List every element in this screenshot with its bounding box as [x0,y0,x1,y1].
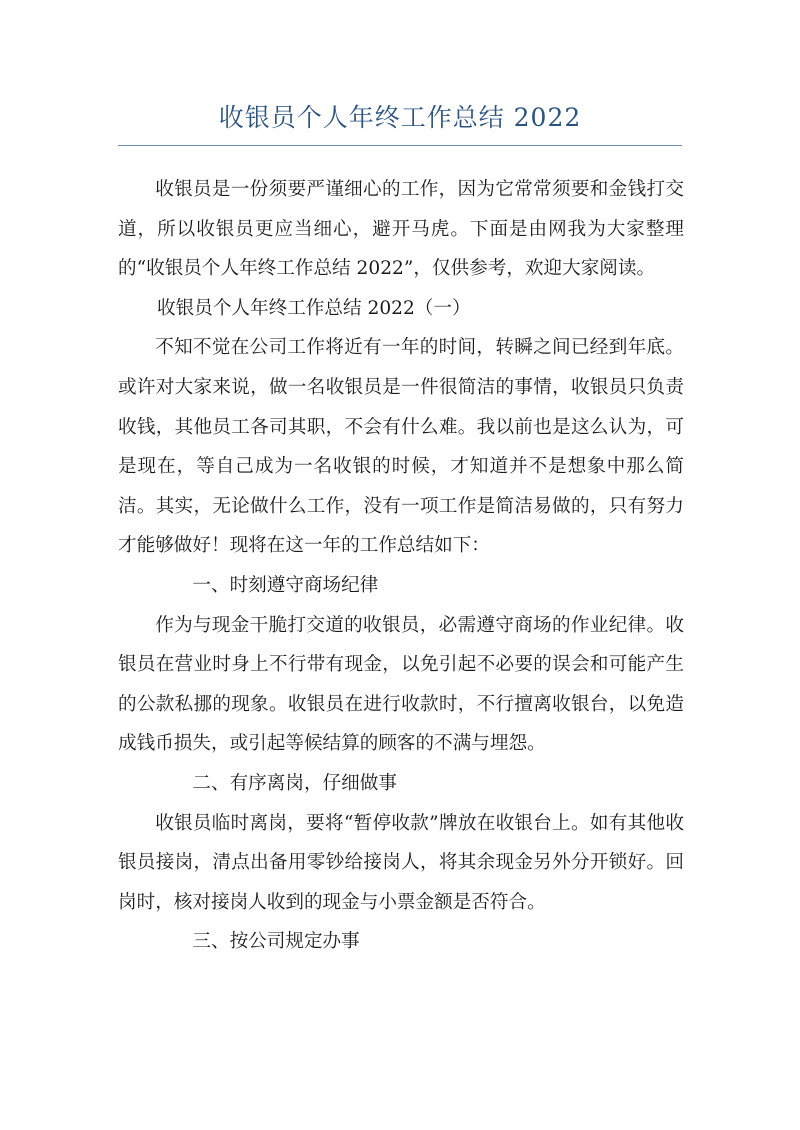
document-body [118,170,684,962]
body-paragraph: 作为与现金干脆打交道的收银员，必需遵守商场的作业纪律。收银员在营业时身上不行带有现金，以免引起不必要的误会和可能产生的公款私挪的现象。收银员在进行收款时，不行擅离收银台，以免造成钱币损失，或引起等候结算的顾客的不满与埋怨。 [118,614,684,755]
section-heading-3: 三、按公司规定办事 [192,931,360,953]
body-paragraph: 收银员临时离岗，要将“暂停收款”牌放在收银台上。如有其他收银员接岗，清点出备用零钞给接岗人，将其余现金另外分开锁好。回岗时，核对接岗人收到的现金与小票金额是否符合。 [118,812,684,913]
intro-paragraph: 收银员是一份须要严谨细心的工作，因为它常常须要和金钱打交道，所以收银员更应当细心，避开马虎。下面是由网我为大家整理的“收银员个人年终工作总结 2022”，仅供参考，欢迎大家阅读。 [118,179,684,280]
section-heading-part-one: 收银员个人年终工作总结 2022（一） [157,297,471,319]
section-heading-2: 二、有序离岗，仔细做事 [192,772,397,794]
body-paragraph: 不知不觉在公司工作将近有一年的时间，转瞬之间已经到年底。或许对大家来说，做一名收银员是一件很简洁的事情，收银员只负责收钱，其他员工各司其职，不会有什么难。我以前也是这么认为，可是现在，等自己成为一名收银的时候，才知道并不是想象中那么简洁。其实，无论做什么工作，没有一项工作是简洁易做的，只有努力才能够做好！现将在这一年的工作总结如下： [118,337,684,557]
section-heading-1: 一、时刻遵守商场纪律 [192,574,379,596]
title-divider [118,145,682,146]
document-title: 收银员个人年终工作总结 2022 [218,103,582,132]
